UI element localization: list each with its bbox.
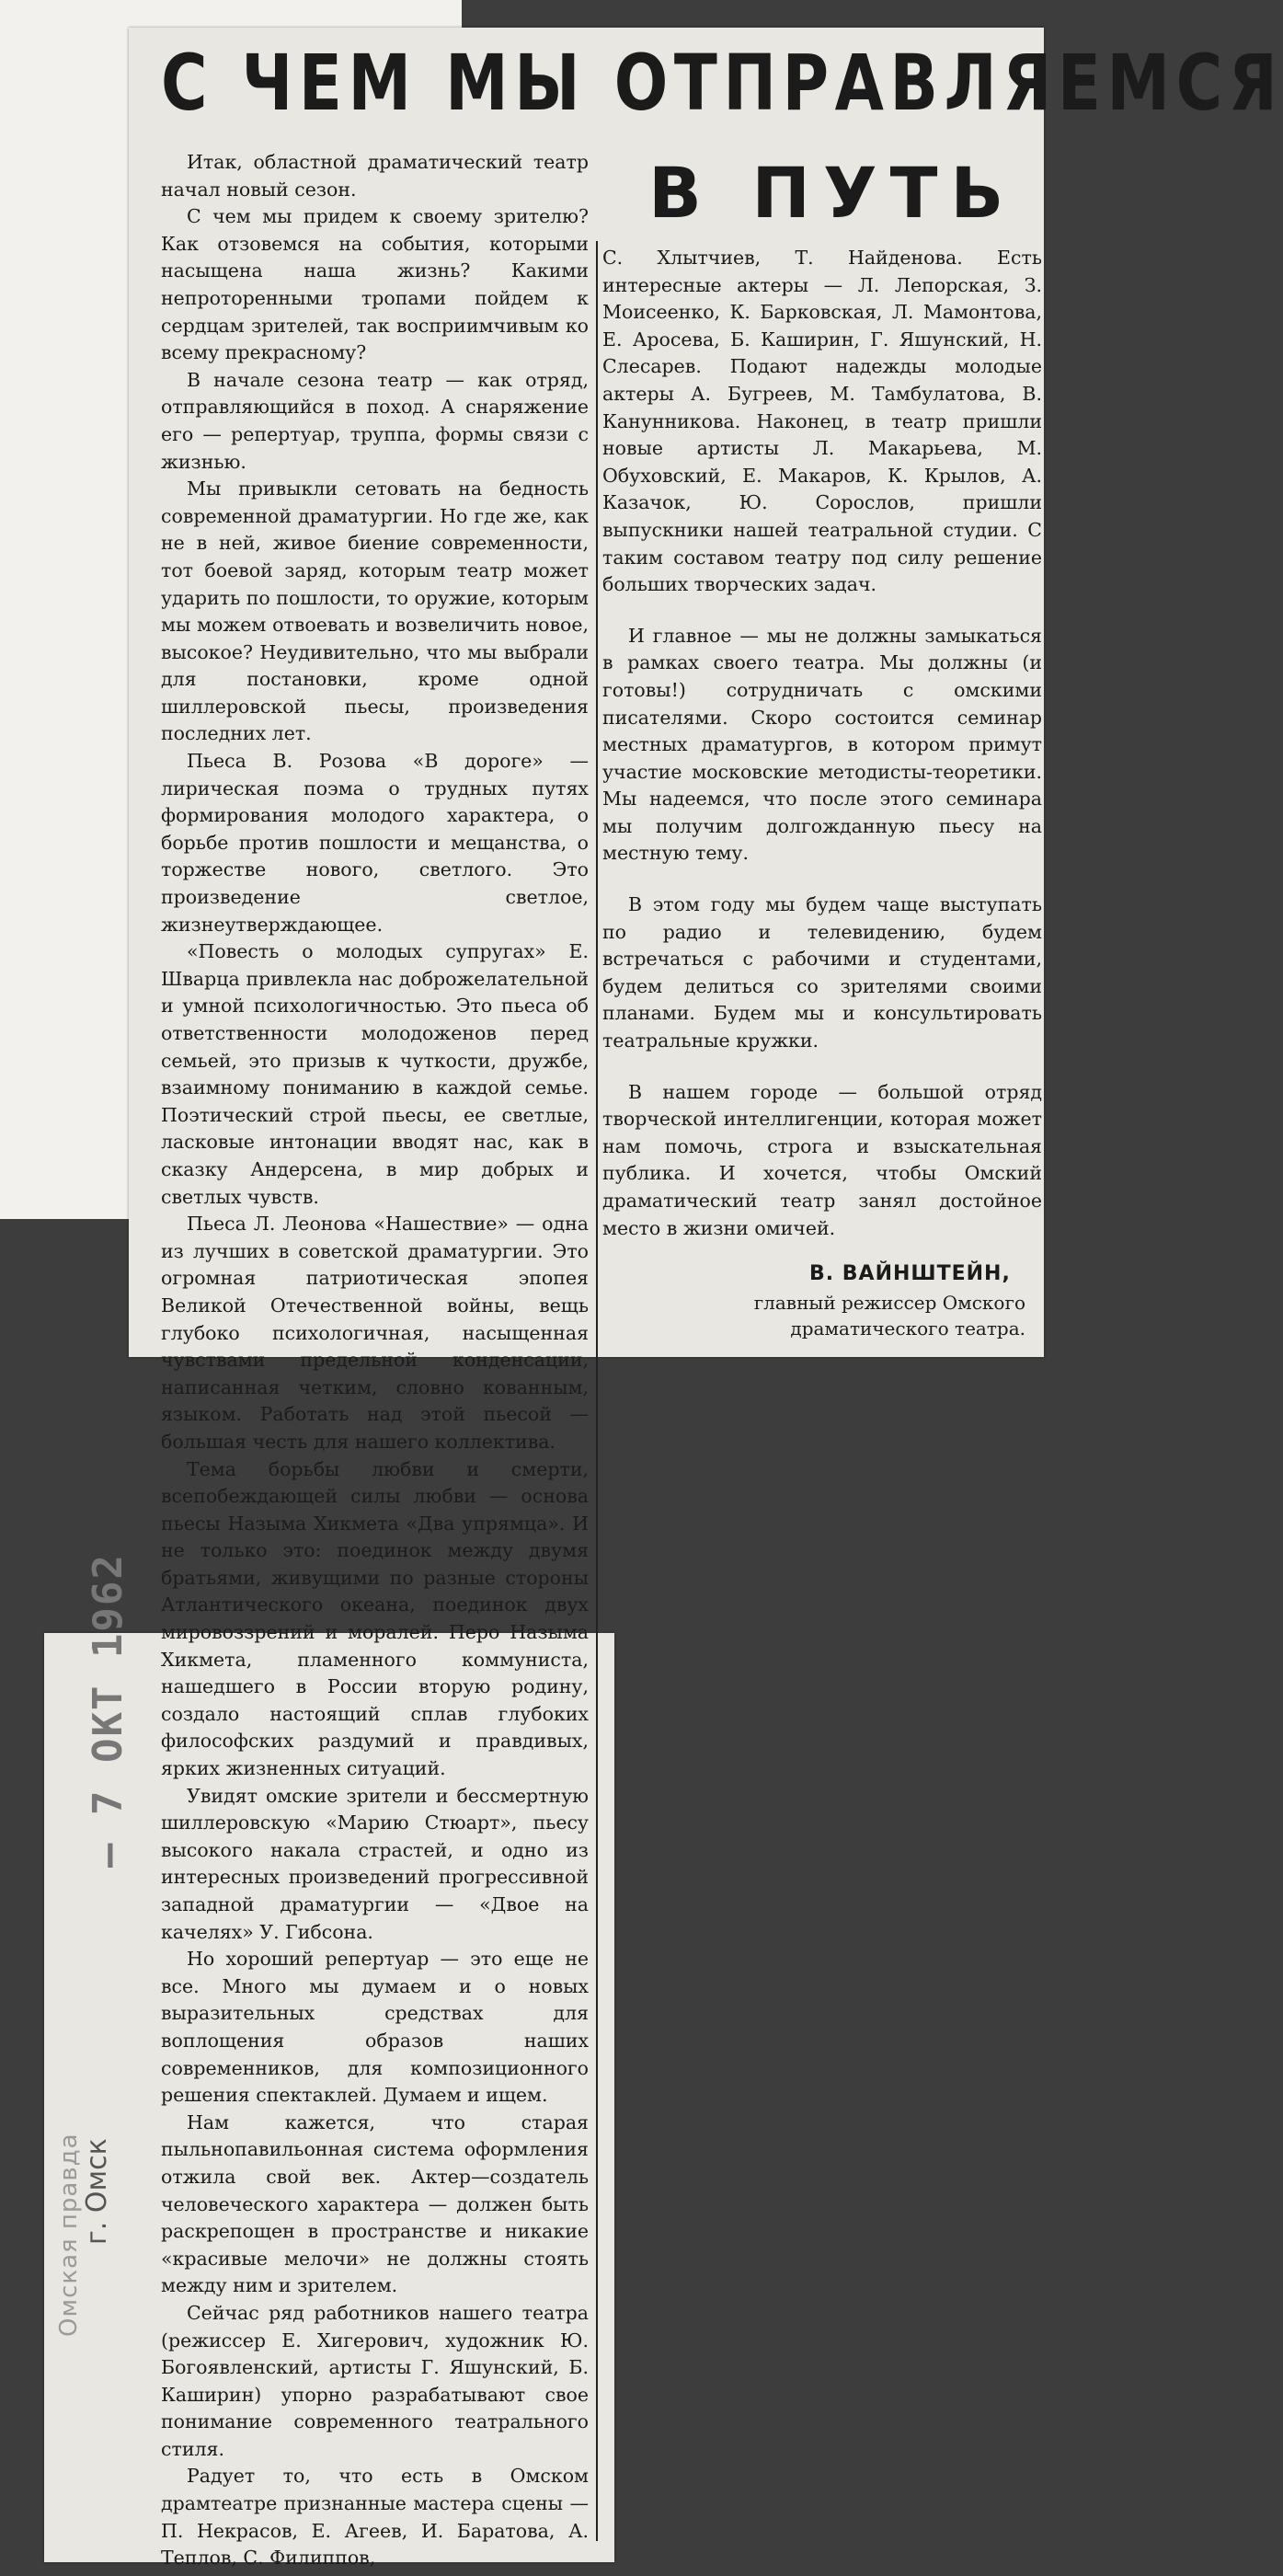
author-title: главный режиссер Омского драматического театра. [753, 1292, 1025, 1340]
paragraph: И главное — мы не должны замыкаться в рамках своего театра. Мы должны (и готовы!) сотрудничать с омскими писателями. Скоро состоится семинар местных драматургов, в котором примут участие московские методисты-теоретики. Мы надеемся, что после этого семинара мы получим долгожданную пьесу на местную тему. [602, 624, 1042, 865]
paragraph: В этом году мы будем чаще выступать по радио и телевидению, будем встречаться с рабочими и студентами, будем делиться со зрителями своими планами. Будем мы и консультировать театральные кружки. [602, 893, 1042, 1052]
article-headline: С ЧЕМ МЫ ОТПРАВЛЯЕМСЯ [161, 38, 1283, 128]
column-divider [596, 241, 598, 2541]
paragraph: Мы привыкли сетовать на бедность современной драматургии. Но где же, как не в ней, живое биение современности, тот боевой заряд, которым театр может ударить по пошлости, то оружие, которым мы можем отвоевать и возвеличить новое, высокое? Неудивительно, что мы выбрали для постановки, кроме одной шиллеровской пьесы, произведения последних лет. [161, 477, 589, 745]
date-stamp: — 7 ОКТ 1962 [85, 1553, 132, 1868]
paragraph: Пьеса В. Розова «В дороге» — лирическая поэма о трудных путях формирования молодого характера, о борьбе против пошлости и мещанства, о торжестве нового, светлого. Это произведение светлое, жизнеутверждающее. [161, 750, 589, 936]
paragraph: С чем мы придем к своему зрителю? Как отзовемся на события, которыми насыщена наша жизнь? Какими непроторенными тропами пойдем к сердцам зрителей, так восприимчивым ко всему прекрасному? [161, 205, 589, 364]
paragraph: Но хороший репертуар — это еще не все. Много мы думаем и о новых выразительных средствах для воплощения образов наших современников, для композиционного решения спектаклей. Думаем и ищем. [161, 1948, 589, 2107]
paragraph: Нам кажется, что старая пыльнопавильонная система оформления отжила свой век. Актер—создатель человеческого характера — должен быть раскрепощен в пространстве и никакие «красивые мелочи» не должны стоять между ним и зрителем. [161, 2110, 589, 2297]
paragraph: «Повесть о молодых супругах» Е. Шварца привлекла нас доброжелательной и умной психологичностью. Это пьеса об ответственности молодоженов перед семьей, это призыв к чуткости, дружбе, взаимному пониманию в каждой семье. Поэтический строй пьесы, ее светлые, ласковые интонации вводят нас, как в сказку Андерсена, в мир добрых и светлых чувств. [161, 940, 589, 1208]
paragraph: Радует то, что есть в Омском драмтеатре признанные мастера сцены — П. Некрасов, Е. Агеев, И. Баратова, А. Теплов, С. Филиппов, [161, 2465, 589, 2570]
newspaper-stamp: Омская правда [55, 2133, 83, 2337]
article-column-right [602, 245, 1042, 1242]
paragraph: В нашем городе — большой отряд творческой интеллигенции, которая может нам помочь, строга и взыскательная публика. И хочется, чтобы Омский драматический театр занял достойное место в жизни омичей. [602, 1080, 1042, 1239]
paragraph: Пьеса Л. Леонова «Нашествие» — одна из лучших в советской драматургии. Это огромная патриотическая эпопея Великой Отечественной войны, вещь глубоко психологичная, насыщенная чувствами предельной конденсации, написанная четким, словно кованным, языком. Работать над этой пьесой — большая честь для нашего коллектива. [161, 1213, 589, 1453]
paragraph: Сейчас ряд работников нашего театра (режиссер Е. Хигерович, художник Ю. Богоявленский, артисты Г. Яшунский, Б. Каширин) упорно разрабатывают свое понимание современного театрального стиля. [161, 2301, 589, 2460]
article-column-left [161, 149, 589, 2572]
paragraph: С. Хлытчиев, Т. Найденова. Есть интересные актеры — Л. Лепорская, З. Моисеенко, К. Барковская, Л. Мамонтова, Е. Аросева, Б. Каширин, Г. Яшунский, Н. Слесарев. Подают надежды молодые актеры А. Бугреев, М. Тамбулатова, В. Канунникова. Наконец, в театр пришли новые артисты Л. Макарьева, М. Обуховский, Е. Макаров, К. Крылов, А. Казачок, Ю. Сорослов, пришли выпускники нашей театральной студии. С таким составом театру под силу решение больших творческих задач. [602, 247, 1042, 596]
paragraph: В начале сезона театр — как отряд, отправляющийся в поход. А снаряжение его — репертуар, труппа, формы связи с жизнью. [161, 368, 589, 473]
author-name: В. ВАЙНШТЕЙН, [809, 1262, 1011, 1285]
paragraph: Итак, областной драматический театр начал новый сезон. [161, 151, 589, 201]
paragraph: Тема борьбы любви и смерти, всепобеждающей силы любви — основа пьесы Назыма Хикмета «Два упрямца». И не только это: поединок между двумя братьями, живущими по разные стороны Атлантического океана, поединок двух мировоззрений и моралей. Перо Назыма Хикмета, пламенного коммуниста, нашедшего в России вторую родину, создало настоящий сплав глубоких философских раздумий и правдивых, ярких жизненных ситуаций. [161, 1457, 589, 1780]
paragraph: Увидят омские зрители и бессмертную шиллеровскую «Марию Стюарт», пьесу высокого накала страстей, и одно из интересных произведений прогрессивной западной драматургии — «Двое на качелях» У. Гибсона. [161, 1784, 589, 1943]
city-stamp: г. Омск [81, 2138, 113, 2245]
article-headline-continued: В ПУТЬ [648, 152, 1017, 234]
